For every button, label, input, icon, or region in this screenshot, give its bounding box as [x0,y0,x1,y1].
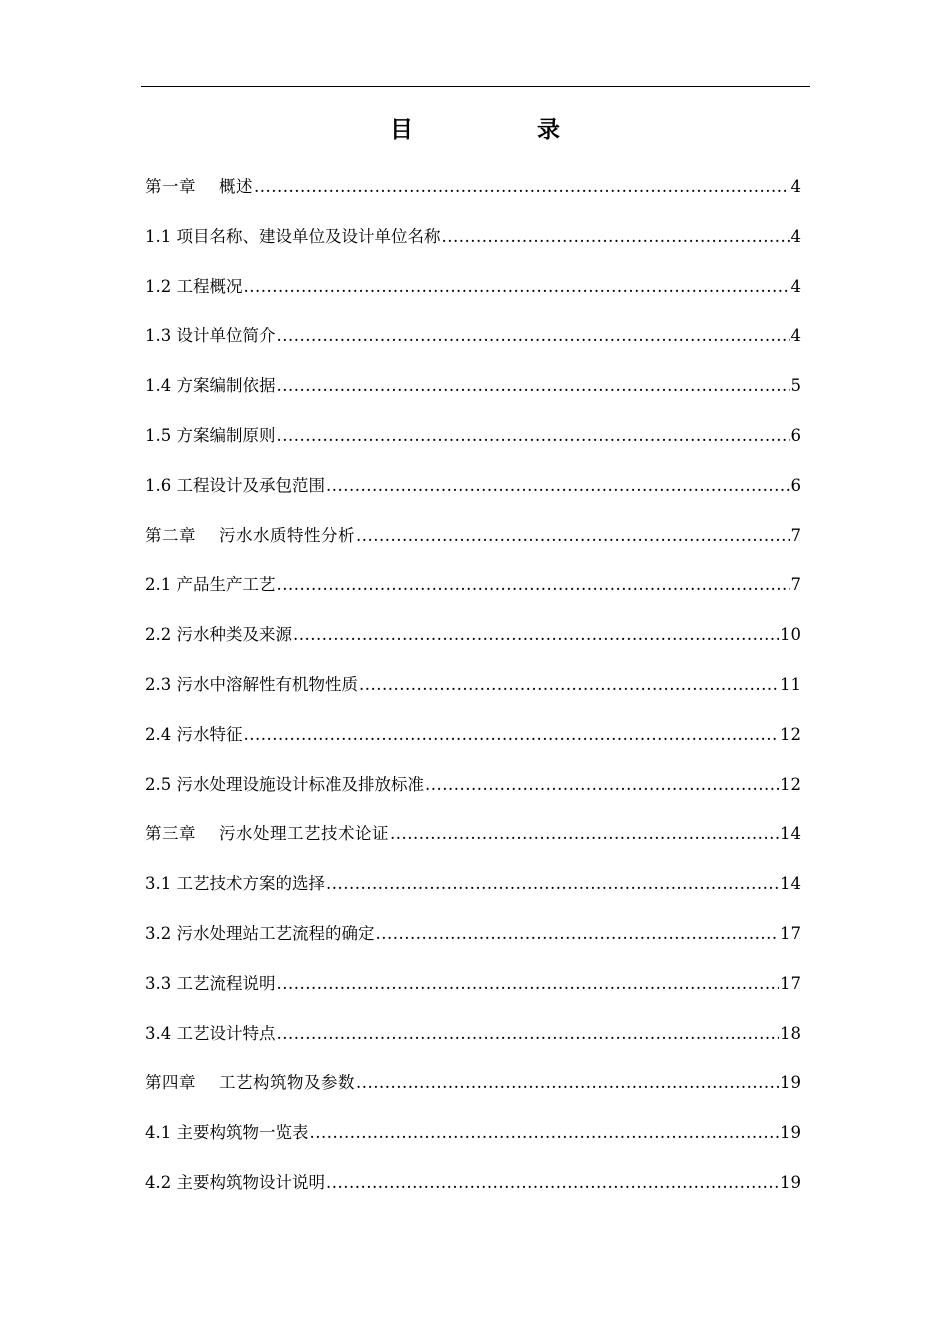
toc-entry-chapter-3[interactable] [145,817,801,867]
toc-entry-label: 1.4 方案编制依据 [145,376,276,396]
toc-entry-label: 1.5 方案编制原则 [145,425,276,445]
toc-entry-label: 第二章 污水水质特性分析 [145,525,355,545]
toc-page-number: 7 [790,575,801,595]
toc-page-number: 6 [790,425,801,445]
toc-entry-1-3[interactable] [145,319,801,369]
toc-dot-leader [425,768,779,802]
toc-entry-chapter-1[interactable] [145,170,801,220]
toc-page-number: 4 [790,326,801,346]
toc-page-number: 4 [790,276,801,296]
toc-dot-leader [326,1166,779,1200]
toc-entry-chapter-2[interactable] [145,519,801,569]
toc-entry-label: 2.5 污水处理设施设计标准及排放标准 [145,774,424,794]
toc-page-number: 19 [780,1123,801,1143]
toc-page-number: 7 [790,525,801,545]
toc-entry-3-2[interactable] [145,917,801,967]
toc-page-number: 6 [790,475,801,495]
page-title: 目 录 [389,116,618,143]
toc-entry-2-3[interactable] [145,668,801,718]
toc-dot-leader [390,817,779,851]
toc-page-number: 4 [790,177,801,196]
toc-entry-1-6[interactable] [145,469,801,519]
toc-page-number: 10 [780,625,801,645]
toc-entry-1-1[interactable] [145,220,801,270]
toc-entry-3-4[interactable] [145,1017,801,1067]
toc-dot-leader [356,519,790,553]
toc-entry-label: 4.2 主要构筑物设计说明 [145,1172,325,1192]
header-rule [141,86,810,87]
toc-dot-leader [277,568,790,602]
toc-entry-label: 2.4 污水特征 [145,724,243,744]
toc-entry-label: 1.3 设计单位简介 [145,326,276,346]
toc-page-number: 17 [780,973,801,993]
toc-dot-leader [326,867,779,901]
toc-entry-2-5[interactable] [145,768,801,818]
toc-page-number: 19 [780,1073,801,1093]
toc-entry-label: 4.1 主要构筑物一览表 [145,1123,309,1143]
toc-entry-label: 2.1 产品生产工艺 [145,575,276,595]
toc-entry-label: 3.4 工艺设计特点 [145,1023,276,1043]
toc-dot-leader [277,369,790,403]
toc-page-number: 19 [780,1172,801,1192]
toc-entry-label: 1.2 工程概况 [145,276,243,296]
toc-entry-label: 1.6 工程设计及承包范围 [145,475,325,495]
toc-dot-leader [326,469,790,503]
toc-page-number: 5 [790,376,801,396]
toc-page-number: 4 [790,226,801,246]
toc-dot-leader [442,220,790,254]
toc-dot-leader [244,718,780,752]
toc-dot-leader [254,170,790,204]
toc-entry-label: 第三章 污水处理工艺技术论证 [145,824,389,844]
toc-page-number: 12 [780,774,801,794]
toc-entry-label: 2.2 污水种类及来源 [145,625,292,645]
toc-page-number: 11 [780,674,801,694]
toc-entry-2-2[interactable] [145,618,801,668]
toc-entry-1-5[interactable] [145,419,801,469]
toc-dot-leader [310,1116,780,1150]
table-of-contents [145,170,801,1216]
toc-page-number: 18 [780,1023,801,1043]
toc-dot-leader [277,1017,780,1051]
toc-entry-label: 1.1 项目名称、建设单位及设计单位名称 [145,226,441,246]
toc-dot-leader [277,319,790,353]
toc-entry-label: 3.2 污水处理站工艺流程的确定 [145,923,375,943]
toc-dot-leader [359,668,779,702]
toc-entry-4-1[interactable] [145,1116,801,1166]
toc-entry-label: 3.3 工艺流程说明 [145,973,276,993]
toc-entry-chapter-4[interactable] [145,1066,801,1116]
toc-entry-label: 3.1 工艺技术方案的选择 [145,874,325,894]
toc-dot-leader [244,270,790,304]
toc-entry-3-3[interactable] [145,967,801,1017]
toc-entry-4-2[interactable] [145,1166,801,1216]
toc-page-number: 14 [780,824,801,844]
toc-page-number: 14 [780,874,801,894]
toc-entry-label: 第四章 工艺构筑物及参数 [145,1073,355,1093]
toc-page-number: 17 [780,923,801,943]
toc-dot-leader [293,618,779,652]
toc-entry-label: 2.3 污水中溶解性有机物性质 [145,674,358,694]
toc-dot-leader [376,917,780,951]
toc-entry-2-1[interactable] [145,568,801,618]
toc-dot-leader [277,419,790,453]
toc-entry-label: 第一章 概述 [145,177,253,196]
toc-page-number: 12 [780,724,801,744]
toc-entry-3-1[interactable] [145,867,801,917]
toc-dot-leader [356,1066,779,1100]
toc-entry-2-4[interactable] [145,718,801,768]
toc-entry-1-4[interactable] [145,369,801,419]
toc-entry-1-2[interactable] [145,270,801,320]
toc-dot-leader [277,967,780,1001]
